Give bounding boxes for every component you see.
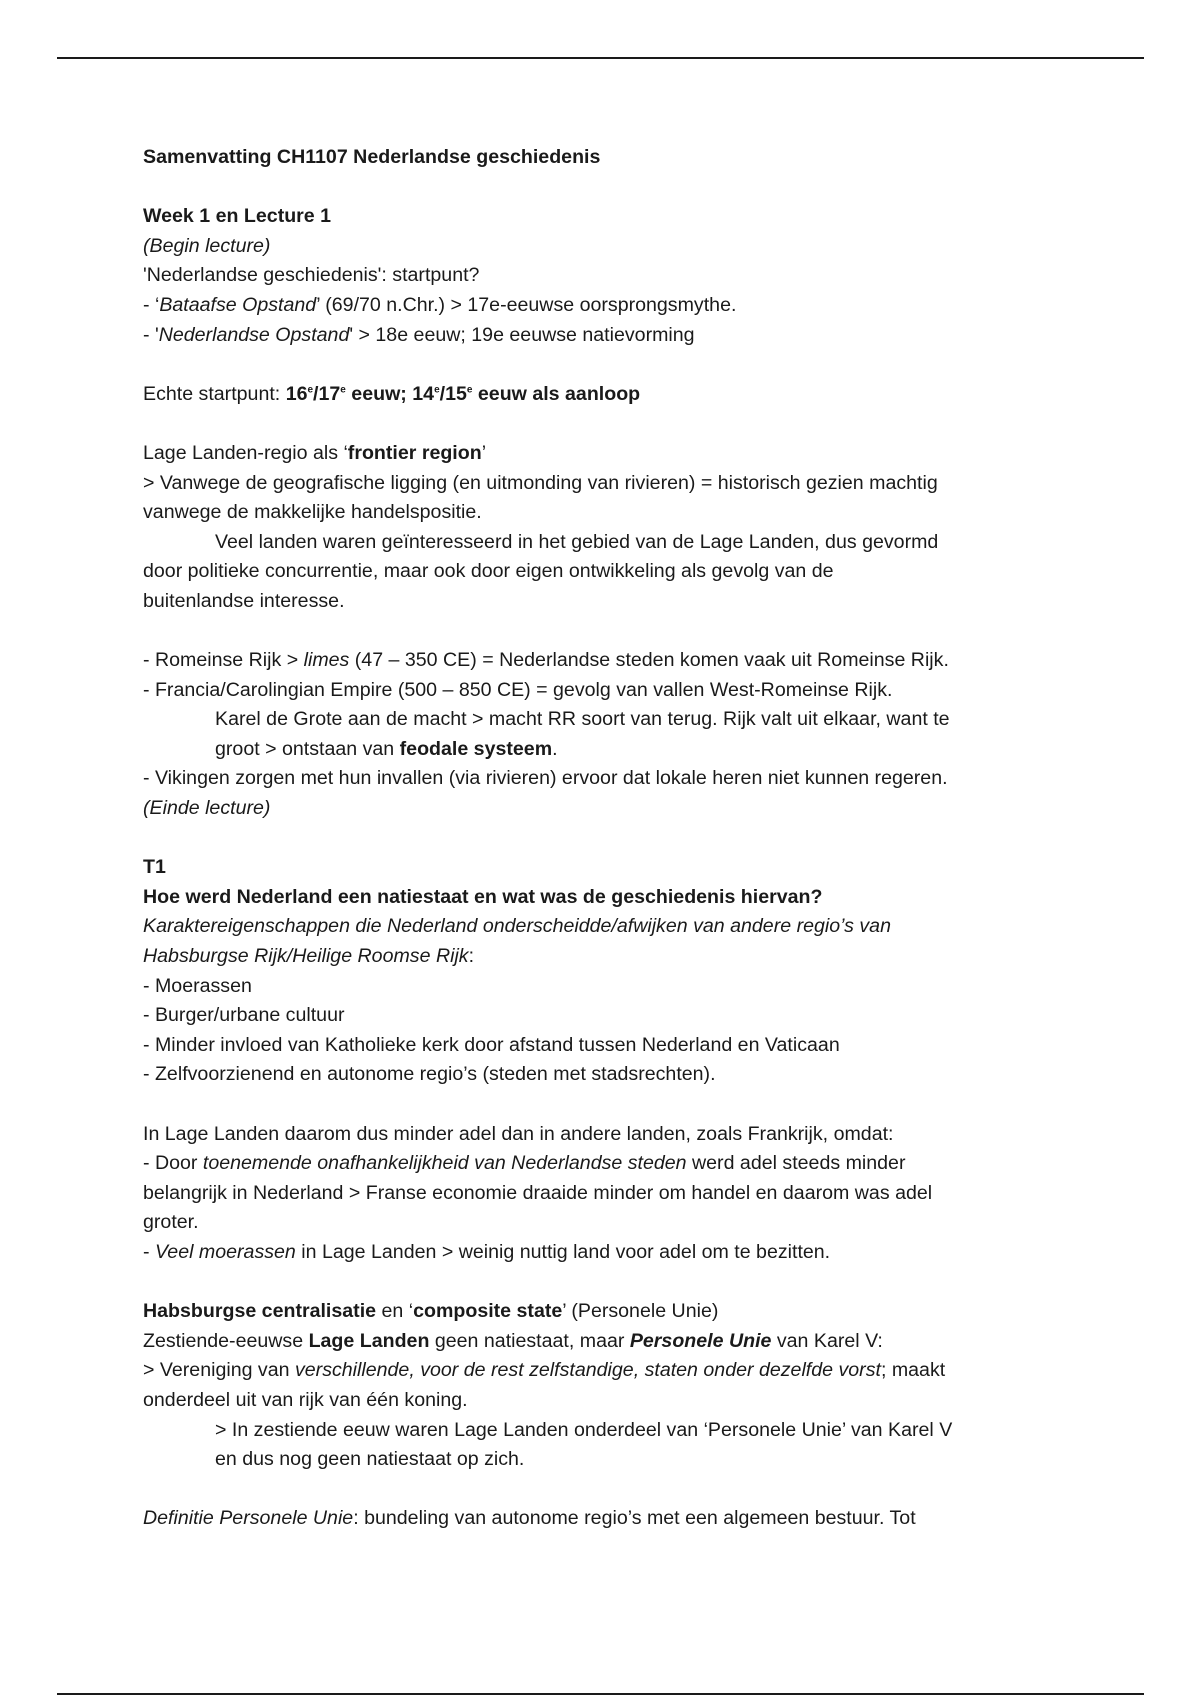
kar-line-1: Karaktereigenschappen die Nederland onderscheidde/afwijken van andere regio’s van bbox=[143, 915, 891, 938]
vikingen: - Vikingen zorgen met hun invallen (via rivieren) ervoor dat lokale heren niet kunnen regeren. bbox=[143, 767, 948, 790]
opstand-line: - 'Nederlandse Opstand' > 18e eeuw; 19e eeuwse natievorming bbox=[143, 323, 695, 346]
bottom-rule bbox=[57, 1693, 1144, 1695]
list-item: - Zelfvoorzienend en autonome regio’s (steden met stadsrechten). bbox=[143, 1063, 716, 1086]
karel-line-2: groot > ontstaan van feodale systeem. bbox=[215, 737, 558, 760]
veel-line-3: buitenlandse interesse. bbox=[143, 589, 345, 612]
document-title: Samenvatting CH1107 Nederlandse geschiedenis bbox=[143, 146, 601, 168]
karel-line-1: Karel de Grote aan de macht > macht RR soort van terug. Rijk valt uit elkaar, want te bbox=[215, 708, 950, 731]
kar-line-2: Habsburgse Rijk/Heilige Roomse Rijk: bbox=[143, 945, 475, 968]
frontier-region: Lage Landen-regio als ‘frontier region’ bbox=[143, 441, 487, 464]
francia: - Francia/Carolingian Empire (500 – 850 CE) = gevolg van vallen West-Romeinse Rijk. bbox=[143, 678, 893, 701]
adel-intro: In Lage Landen daarom dus minder adel dan in andere landen, zoals Frankrijk, omdat: bbox=[143, 1122, 894, 1145]
door-line-1: - Door toenemende onafhankelijkheid van Nederlandse steden werd adel steeds minder bbox=[143, 1152, 906, 1175]
zest-line-2: en dus nog geen natiestaat op zich. bbox=[215, 1448, 525, 1471]
romeinse-rijk: - Romeinse Rijk > limes (47 – 350 CE) = Nederlandse steden komen vaak uit Romeinse Rijk. bbox=[143, 649, 949, 672]
vanwege-line-2: vanwege de makkelijke handelspositie. bbox=[143, 501, 482, 524]
definitie-line: Definitie Personele Unie: bundeling van autonome regio’s met een algemeen bestuur. Tot bbox=[143, 1507, 916, 1530]
begin-lecture: (Begin lecture) bbox=[143, 234, 271, 257]
habsburg-heading: Habsburgse centralisatie en ‘composite state’ (Personele Unie) bbox=[143, 1300, 719, 1323]
t1-label: T1 bbox=[143, 856, 166, 879]
zest-line-1: > In zestiende eeuw waren Lage Landen onderdeel van ‘Personele Unie’ van Karel V bbox=[215, 1418, 953, 1441]
list-item: - Minder invloed van Katholieke kerk door afstand tussen Nederland en Vaticaan bbox=[143, 1033, 840, 1056]
door-line-2: belangrijk in Nederland > Franse economie draaide minder om handel en daarom was adel bbox=[143, 1181, 933, 1204]
t1-question: Hoe werd Nederland een natiestaat en wat was de geschiedenis hiervan? bbox=[143, 885, 823, 908]
bataafse-line: - ‘Bataafse Opstand’ (69/70 n.Chr.) > 17e-eeuwse oorsprongsmythe. bbox=[143, 293, 737, 316]
list-item: - Burger/urbane cultuur bbox=[143, 1004, 345, 1027]
echte-startpunt: Echte startpunt: 16e/17e eeuw; 14e/15e eeuw als aanloop bbox=[143, 382, 641, 405]
top-rule bbox=[57, 57, 1144, 59]
veel-line-2: door politieke concurrentie, maar ook door eigen ontwikkeling als gevolg van de bbox=[143, 560, 834, 583]
startpunt-question: 'Nederlandse geschiedenis': startpunt? bbox=[143, 264, 480, 287]
einde-lecture: (Einde lecture) bbox=[143, 797, 271, 820]
vereniging-line-1: > Vereniging van verschillende, voor de rest zelfstandige, staten onder dezelfde vorst; maakt bbox=[143, 1359, 946, 1382]
vereniging-line-2: onderdeel uit van rijk van één koning. bbox=[143, 1388, 468, 1411]
document-body bbox=[143, 143, 1083, 1534]
list-item: - Moerassen bbox=[143, 974, 252, 997]
vanwege-line-1: > Vanwege de geografische ligging (en uitmonding van rivieren) = historisch gezien machtig bbox=[143, 471, 938, 494]
door-line-3: groter. bbox=[143, 1211, 199, 1234]
zestiende-line: Zestiende-eeuwse Lage Landen geen natiestaat, maar Personele Unie van Karel V: bbox=[143, 1329, 883, 1352]
veel-line-1: Veel landen waren geïnteresseerd in het gebied van de Lage Landen, dus gevormd bbox=[215, 530, 939, 553]
week-heading: Week 1 en Lecture 1 bbox=[143, 205, 332, 228]
moeras-line: - Veel moerassen in Lage Landen > weinig nuttig land voor adel om te bezitten. bbox=[143, 1240, 831, 1263]
